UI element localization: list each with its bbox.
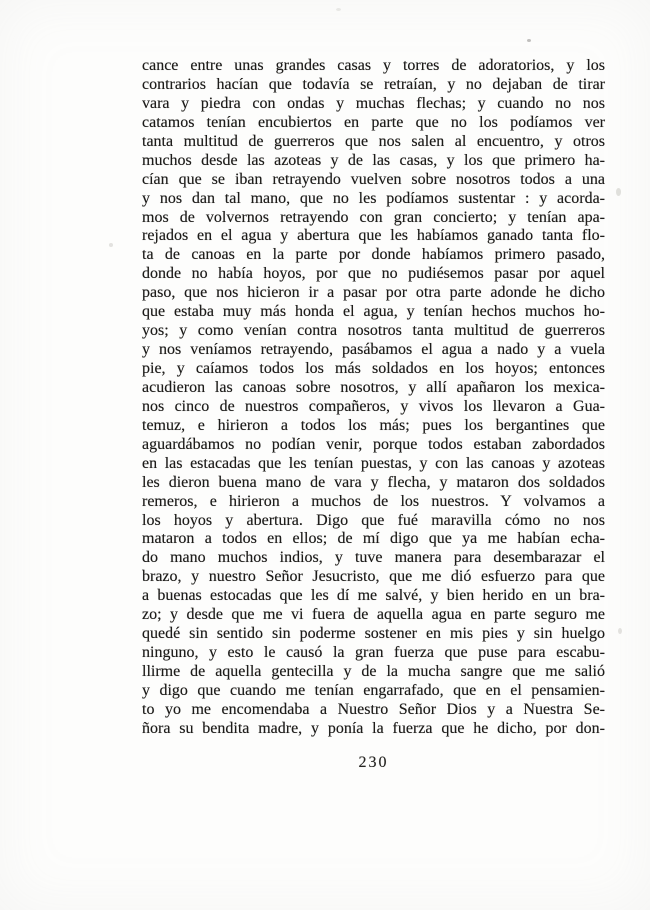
text-line: rejados en el agua y abertura que les habíamos ganado tanta flo-: [142, 227, 605, 245]
text-line: y nos dan tal mano, que no les podíamos sustentar : y acorda-: [142, 189, 605, 207]
text-line: ninguno, y esto le causó la gran fuerza que puse para escabu-: [142, 644, 605, 662]
body-text: [142, 57, 605, 739]
text-line: les dieron buena mano de vara y flecha, y mataron dos soldados: [142, 473, 605, 491]
text-line: acudieron las canoas sobre nosotros, y allí apañaron los mexica-: [142, 378, 605, 396]
text-line: cance entre unas grandes casas y torres de adoratorios, y los: [142, 57, 605, 74]
text-line: yos; y como venían contra nosotros tanta multitud de guerreros: [142, 322, 605, 340]
text-line: contrarios hacían que todavía se retraían, y no dejaban de tirar: [142, 75, 605, 93]
text-line: quedé sin sentido sin poderme sostener en mis pies y sin huelgo: [142, 625, 605, 643]
text-line: y nos veníamos retrayendo, pasábamos el agua a nado y a vuela: [142, 341, 605, 359]
text-line: zo; y desde que me vi fuera de aquella agua en parte seguro me: [142, 606, 605, 624]
scan-speck: [336, 8, 341, 11]
text-line: en las estacadas que les tenían puestas, y con las canoas y azoteas: [142, 454, 605, 472]
text-line: to yo me encomendaba a Nuestro Señor Dios y a Nuestra Se-: [142, 700, 605, 718]
text-line: mataron a todos en ellos; de mí digo que ya me habían echa-: [142, 530, 605, 548]
text-line: que estaba muy más honda el agua, y tenían hechos muchos ho-: [142, 303, 605, 321]
text-line: vara y piedra con ondas y muchas flechas; y cuando no nos: [142, 94, 605, 112]
text-line: muchos desde las azoteas y de las casas, y los que primero ha-: [142, 151, 605, 169]
text-line: aguardábamos no podían venir, porque todos estaban zabordados: [142, 435, 605, 453]
text-line: ta de canoas en la parte por donde habíamos primero pasado,: [142, 246, 605, 264]
page-number: 230: [358, 754, 389, 771]
text-line: do mano muchos indios, y tuve manera para desembarazar el: [142, 549, 605, 567]
text-line: y digo que cuando me tenían engarrafado, que en el pensamien-: [142, 681, 605, 699]
text-line: los hoyos y abertura. Digo que fué maravilla cómo no nos: [142, 511, 605, 529]
text-line: mos de volvernos retrayendo con gran concierto; y tenían apa-: [142, 208, 605, 226]
text-line: ñora su bendita madre, y ponía la fuerza que he dicho, por don-: [142, 719, 605, 737]
text-line: catamos tenían encubiertos en parte que no los podíamos ver: [142, 113, 605, 131]
text-line: temuz, e hirieron a todos los más; pues los bergantines que: [142, 416, 605, 434]
text-line: remeros, e hirieron a muchos de los nuestros. Y volvamos a: [142, 492, 605, 510]
scan-speck: [618, 628, 622, 634]
text-line: a buenas estocadas que les dí me salvé, y bien herido en un bra-: [142, 587, 605, 605]
text-line: tanta multitud de guerreros que nos salen al encuentro, y otros: [142, 132, 605, 150]
scan-speck: [109, 243, 113, 247]
text-line: brazo, y nuestro Señor Jesucristo, que me dió esfuerzo para que: [142, 568, 605, 586]
text-line: pie, y caíamos todos los más soldados en los hoyos; entonces: [142, 360, 605, 377]
text-line: llirme de aquella gentecilla y de la mucha sangre que me salió: [142, 663, 605, 680]
text-line: nos cinco de nuestros compañeros, y vivos los llevaron a Gua-: [142, 397, 605, 415]
text-line: cían que se iban retrayendo vuelven sobre nosotros todos a una: [142, 170, 605, 188]
scan-speck: [616, 188, 621, 196]
scan-speck: [527, 39, 531, 42]
text-line: donde no había hoyos, por que no pudiésemos pasar por aquel: [142, 265, 605, 283]
text-line: paso, que nos hicieron ir a pasar por otra parte adonde he dicho: [142, 284, 605, 302]
